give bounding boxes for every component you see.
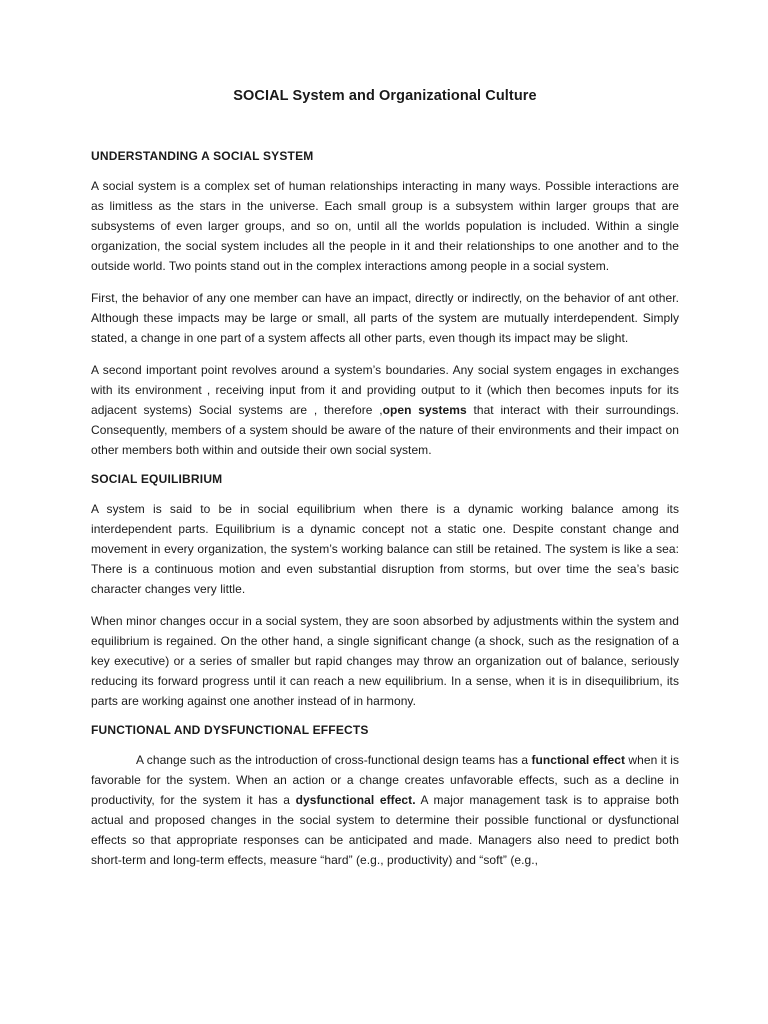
paragraph: When minor changes occur in a social system, they are soon absorbed by adjustments within the system and equilibrium is regained. On the other hand, a single significant change (a shock, such as the resignation of a key executive) or a series of smaller but rapid changes may throw an organization out of balance, seriously reducing its forward progress until it can reach a new equilibrium. In a sense, when it is in disequilibrium, its parts are working against one another instead of in harmony. xyxy=(91,614,679,708)
section-heading: UNDERSTANDING A SOCIAL SYSTEM xyxy=(91,149,314,163)
section-heading: FUNCTIONAL AND DYSFUNCTIONAL EFFECTS xyxy=(91,723,369,737)
paragraph-text: when it is favorable for the system. When an action or a change creates unfavorable effects, such as a decline in productivity, for the system it has a xyxy=(91,753,680,807)
section-understanding-social-system xyxy=(91,149,679,460)
paragraph: A social system is a complex set of human relationships interacting in many ways. Possible interactions are as limitless as the stars in the universe. Each small group is a subsystem within larger groups that are subsystems of even larger groups, and so on, until all the worlds population is included. Within a single organization, the social system includes all the people in it and their relationships to one another and to the outside world. Two points stand out in the complex interactions among people in a social system. xyxy=(91,179,679,273)
paragraph xyxy=(91,360,679,460)
section-functional-dysfunctional-effects xyxy=(91,723,679,870)
document-page xyxy=(91,88,679,882)
paragraph: A system is said to be in social equilibrium when there is a dynamic working balance among its interdependent parts. Equilibrium is a dynamic concept not a static one. Despite constant change and movement in every organization, the system’s working balance can still be retained. The system is like a sea: There is a continuous motion and even substantial disruption from storms, but over time the sea’s basic character changes very little. xyxy=(91,502,679,596)
paragraph: First, the behavior of any one member can have an impact, directly or indirectly, on the behavior of ant other. Although these impacts may be large or small, all parts of the system are mutually interdependent. Simply stated, a change in one part of a system affects all other parts, even though its impact may be slight. xyxy=(91,291,679,345)
paragraph xyxy=(91,750,679,870)
paragraph-text: A second important point revolves around a system’s boundaries. Any social system engages in exchanges with its environment , receiving input from it and providing output to it (which then becomes inputs for its adjacent systems) Social systems are , therefore , xyxy=(91,363,679,417)
paragraph-text: that interact with their surroundings. Consequently, members of a system should be aware of the nature of their environments and their impact on other members both within and outside their own social system. xyxy=(91,403,680,457)
emphasis-term: open systems xyxy=(382,403,467,417)
document-title: SOCIAL System and Organizational Culture xyxy=(233,88,537,104)
section-social-equilibrium xyxy=(91,472,679,711)
paragraph-text: A change such as the introduction of cross-functional design teams has a xyxy=(136,753,532,767)
emphasis-term: functional effect xyxy=(531,753,626,767)
emphasis-term: dysfunctional effect. xyxy=(295,793,416,807)
paragraph-text: A major management task is to appraise both actual and proposed changes in the social system to determine their possible functional or dysfunctional effects so that appropriate responses can be anticipated and made. Managers also need to predict both short-term and long-term effects, measure “hard” (e.g., productivity) and “soft” (e.g., xyxy=(91,793,679,867)
section-heading: SOCIAL EQUILIBRIUM xyxy=(91,472,223,486)
